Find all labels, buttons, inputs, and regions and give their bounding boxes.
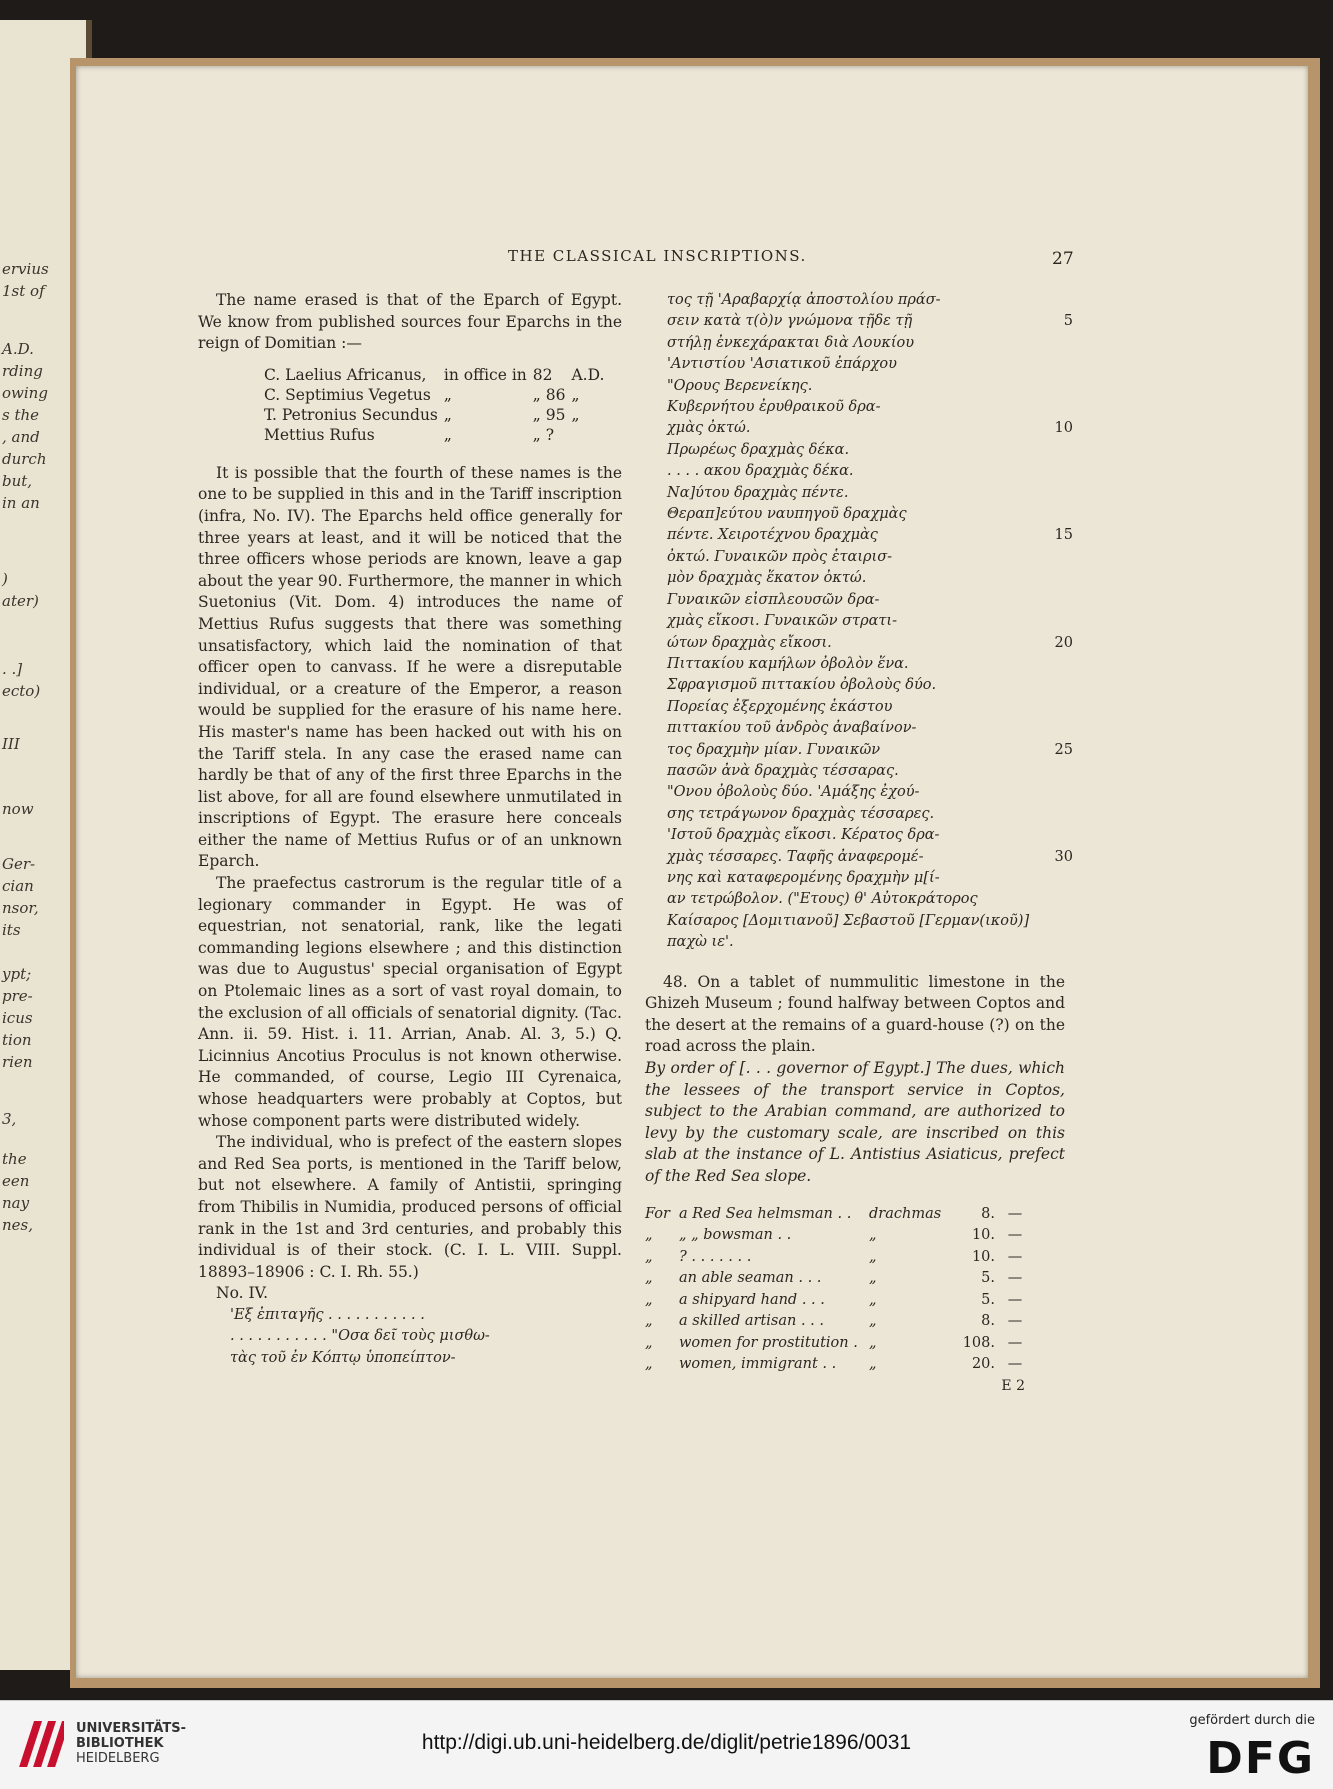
viewer-footer bbox=[0, 1700, 1333, 1789]
dues-cell: „ bbox=[869, 1227, 877, 1244]
margin-fragment: rding bbox=[2, 362, 43, 380]
margin-fragment: s the bbox=[2, 406, 40, 424]
greek-inscription-line bbox=[645, 418, 1073, 439]
margin-fragment: ypt; bbox=[2, 965, 32, 983]
margin-fragment: een bbox=[2, 1172, 30, 1190]
margin-fragment: the bbox=[2, 1150, 27, 1168]
dues-cell: 8. bbox=[981, 1313, 995, 1330]
paragraph-eparchs-intro: The name erased is that of the Eparch of Egypt. We know from published sources four Eparchs in the reign of Domitian :— bbox=[198, 291, 622, 353]
dues-cell: „ bbox=[645, 1313, 653, 1330]
greek-line-text: μὸν δραχμὰς ἕκατον ὀκτώ. bbox=[667, 570, 867, 587]
greek-line-text: ὀκτώ. Γυναικῶν πρὸς ἑταιρισ- bbox=[667, 548, 893, 565]
greek-line-text: πασῶν ἀνὰ δραχμὰς τέσσαρας. bbox=[667, 762, 899, 779]
dues-row bbox=[645, 1225, 1065, 1247]
greek-inscription-line bbox=[645, 847, 1073, 868]
greek-inscription-line bbox=[645, 889, 1065, 910]
greek-line-text: τος τῇ 'Αραβαρχίᾳ ἀποστολίου πράσ- bbox=[667, 292, 941, 308]
dues-cell: „ bbox=[645, 1270, 653, 1287]
eparch-cell: „ 86 bbox=[532, 385, 566, 404]
dues-row bbox=[645, 1268, 1065, 1290]
greek-inscription-line bbox=[645, 397, 1065, 418]
greek-line-text: Πορείας ἐξερχομένης ἑκάστου bbox=[667, 698, 893, 715]
eparch-table bbox=[264, 365, 610, 445]
eparch-row bbox=[264, 365, 610, 385]
dues-cell: 10. bbox=[971, 1248, 995, 1265]
dues-cell: — bbox=[1007, 1248, 1023, 1265]
margin-fragment: cian bbox=[2, 877, 34, 895]
margin-fragment: III bbox=[2, 735, 20, 753]
margin-fragment: icus bbox=[2, 1009, 33, 1027]
greek-line-text: 'Ιστοῦ δραχμὰς εἴκοσι. Κέρατος δρα- bbox=[667, 827, 940, 844]
greek-line-text: στήλῃ ἐνκεχάρακται διὰ Λουκίου bbox=[667, 334, 915, 351]
dues-cell: 10. bbox=[971, 1227, 995, 1244]
greek-line-text: Πιττακίου καμήλων ὀβολὸν ἕνα. bbox=[667, 655, 909, 672]
paragraph-fourth-eparch: It is possible that the fourth of these names is the one to be supplied in this and in the Tariff inscription (infra, No. IV). The Eparchs held office generally for three years at least, and it will be noticed that the three officers whose periods are known, leave a gap about the year 90. Furthermore, the manner in which Suetonius (Vit. Dom. 4) introduces the name of Mettius Rufus suggests that there was something unsatisfactory, which laid the nomination of that officer open to canvass. If he were a disreputable individual, or a creature of the Emperor, a reason would be supplied for the erasure of his name here. His master's name has been hacked out with his on the Tariff stela. In any case the erased name can hardly be that of any of the first three Eparchs in the list above, for all are found elsewhere unmutilated in inscriptions of Egypt. The erasure here conceals either the name of Mettius Rufus or of an unknown Eparch. bbox=[198, 463, 622, 871]
greek-line-text: παχὼ ιε'. bbox=[667, 934, 734, 951]
dues-cell: — bbox=[1007, 1227, 1023, 1244]
dues-cell: „ bbox=[645, 1248, 653, 1265]
margin-fragment: ) bbox=[2, 570, 8, 588]
greek-inscription-line bbox=[645, 290, 1065, 311]
eparch-cell: C. Septimius Vegetus bbox=[264, 385, 431, 404]
dues-cell: For bbox=[645, 1205, 670, 1222]
greek-line-text: πιττακίου τοῦ ἀνδρὸς ἀναβαίνον- bbox=[667, 720, 917, 737]
line-number: 10 bbox=[1054, 420, 1073, 437]
greek-line-text: Να]ύτου δραχμὰς πέντε. bbox=[667, 484, 849, 501]
right-column bbox=[645, 290, 1073, 1397]
dues-row bbox=[645, 1247, 1065, 1269]
library-name-line: BIBLIOTHEK bbox=[76, 1736, 164, 1751]
margin-fragment: . .] bbox=[2, 660, 23, 678]
line-number: 15 bbox=[1054, 527, 1073, 544]
greek-inscription-line bbox=[645, 804, 1065, 825]
line-number: 5 bbox=[1063, 313, 1073, 330]
greek-inscription-line bbox=[645, 911, 1065, 932]
eparch-cell: „ bbox=[443, 425, 452, 444]
greek-inscription-line bbox=[645, 761, 1065, 782]
greek-inscription-line bbox=[645, 825, 1065, 846]
margin-fragment: Ger- bbox=[2, 855, 36, 873]
dues-row bbox=[645, 1354, 1065, 1376]
eparch-cell: in office in bbox=[443, 365, 527, 384]
dues-list bbox=[645, 1204, 1065, 1376]
greek-line-text: πέντε. Χειροτέχνου δραχμὰς bbox=[667, 527, 878, 544]
eparch-cell bbox=[571, 425, 610, 445]
greek-line-text: Σφραγισμοῦ πιττακίου ὀβολοὺς δύο. bbox=[667, 677, 937, 694]
eparch-cell: „ ? bbox=[532, 425, 555, 444]
greek-line-text: . . . . ακου δραχμὰς δέκα. bbox=[667, 463, 854, 480]
dues-cell: a shipyard hand . . . bbox=[679, 1291, 825, 1308]
greek-line-text: Καίσαρος [Δομιτιανοῦ] Σεβαστοῦ [Γερμαν(ικοῦ)] bbox=[667, 912, 1030, 929]
greek-line-text: Θεραπ]εύτου ναυπηγοῦ δραχμὰς bbox=[667, 506, 907, 523]
running-head: THE CLASSICAL INSCRIPTIONS. bbox=[508, 247, 807, 265]
margin-fragment: tion bbox=[2, 1031, 32, 1049]
left-column bbox=[198, 290, 622, 1369]
greek-inscription-line bbox=[645, 333, 1065, 354]
greek-line: 'Εξ ἐπιταγῆς . . . . . . . . . . . bbox=[230, 1306, 425, 1323]
dues-cell: „ bbox=[869, 1291, 877, 1308]
greek-inscription-line bbox=[645, 525, 1073, 546]
greek-inscription-line bbox=[645, 718, 1065, 739]
margin-fragment: 1st of bbox=[2, 282, 45, 300]
greek-inscription-line bbox=[645, 461, 1065, 482]
greek-line-text: "Ορους Βερενείκης. bbox=[667, 377, 813, 394]
eparch-cell: C. Laelius Africanus, bbox=[264, 365, 427, 384]
dues-cell: „ bbox=[869, 1356, 877, 1373]
eparch-row bbox=[264, 405, 610, 425]
greek-line: . . . . . . . . . . . "Οσα δεῖ τοὺς μισθω- bbox=[230, 1328, 490, 1345]
section-heading-no-iv: No. IV. bbox=[216, 1284, 269, 1303]
dues-cell: „ bbox=[645, 1291, 653, 1308]
permalink-url[interactable]: http://digi.ub.uni-heidelberg.de/diglit/petrie1896/0031 bbox=[421, 1731, 912, 1754]
greek-line-text: σης τετράγωνον δραχμὰς τέσσαρες. bbox=[667, 805, 935, 822]
dues-cell: — bbox=[1007, 1270, 1023, 1287]
greek-inscription-line bbox=[645, 633, 1073, 654]
greek-inscription-line bbox=[645, 675, 1065, 696]
margin-fragment: , and bbox=[2, 428, 40, 446]
eparch-row bbox=[264, 425, 610, 445]
greek-line-text: χμὰς ὀκτώ. bbox=[667, 420, 751, 437]
dues-cell: 20. bbox=[971, 1356, 995, 1373]
dues-cell: — bbox=[1007, 1313, 1023, 1330]
dues-cell: a skilled artisan . . . bbox=[679, 1313, 824, 1330]
dues-cell: „ bbox=[645, 1356, 653, 1373]
page-number: 27 bbox=[1052, 249, 1074, 269]
greek-inscription-line bbox=[645, 590, 1065, 611]
dues-cell: „ bbox=[645, 1334, 653, 1351]
greek-inscription-line bbox=[645, 868, 1065, 889]
eparch-cell: T. Petronius Secundus bbox=[264, 405, 438, 424]
dues-cell: „ bbox=[869, 1270, 877, 1287]
margin-fragment: in an bbox=[2, 494, 40, 512]
margin-fragment: now bbox=[2, 800, 34, 818]
greek-line-text: "Ονου ὀβολοὺς δύο. 'Αμάξης ἐχού- bbox=[667, 784, 920, 801]
dues-cell: a Red Sea helmsman . . bbox=[679, 1205, 852, 1222]
greek-line-text: τος δραχμὴν μίαν. Γυναικῶν bbox=[667, 741, 881, 758]
greek-line: τὰς τοῦ ἐν Κόπτῳ ὑποπείπτον- bbox=[230, 1349, 456, 1366]
dues-cell: „ „ bowsman . . bbox=[679, 1227, 792, 1244]
greek-line-text: σειν κατὰ τ(ὸ)ν γνώμονα τῇδε τῇ bbox=[667, 313, 913, 330]
signature-mark: E 2 bbox=[1001, 1377, 1025, 1394]
greek-inscription-line bbox=[645, 782, 1065, 803]
dues-cell: „ bbox=[869, 1334, 877, 1351]
eparch-cell: Mettius Rufus bbox=[264, 425, 375, 444]
dues-cell: 8. bbox=[981, 1205, 995, 1222]
margin-fragment: A.D. bbox=[2, 340, 34, 358]
dues-row bbox=[645, 1311, 1065, 1333]
greek-inscription-line bbox=[645, 483, 1065, 504]
dues-cell: — bbox=[1007, 1334, 1023, 1351]
margin-fragment: but, bbox=[2, 472, 33, 490]
margin-fragment: ecto) bbox=[2, 682, 41, 700]
eparch-cell: „ 95 bbox=[532, 405, 566, 424]
dues-cell: 5. bbox=[981, 1270, 995, 1287]
greek-line-text: 'Αντιστίου 'Ασιατικοῦ ἐπάρχου bbox=[667, 356, 897, 373]
greek-inscription-line bbox=[645, 354, 1065, 375]
dues-cell: „ bbox=[645, 1227, 653, 1244]
dues-cell: drachmas bbox=[869, 1205, 942, 1222]
dues-cell: women, immigrant . . bbox=[679, 1356, 837, 1373]
greek-inscription-line bbox=[645, 568, 1065, 589]
dues-cell: women for prostitution . bbox=[679, 1334, 858, 1351]
dues-cell: ? . . . . . . . bbox=[679, 1248, 752, 1265]
dues-cell: — bbox=[1007, 1205, 1023, 1222]
dues-cell: — bbox=[1007, 1356, 1023, 1373]
dues-cell: 108. bbox=[962, 1334, 995, 1351]
line-number: 20 bbox=[1054, 634, 1073, 651]
margin-fragment: rien bbox=[2, 1053, 33, 1071]
dues-cell: 5. bbox=[981, 1291, 995, 1308]
dues-row bbox=[645, 1333, 1065, 1355]
margin-fragment: its bbox=[2, 921, 21, 939]
dues-cell: an able seaman . . . bbox=[679, 1270, 822, 1287]
greek-inscription-line bbox=[645, 740, 1073, 761]
greek-line-text: Γυναικῶν εἰσπλεουσῶν δρα- bbox=[667, 591, 880, 608]
margin-fragment: durch bbox=[2, 450, 47, 468]
paragraph-no-48: 48. On a tablet of nummulitic limestone in the Ghizeh Museum ; found halfway between Coptos and the desert at the remains of a guard-house (?) on the road across the plain. bbox=[645, 972, 1065, 1056]
eparch-cell: „ bbox=[443, 385, 452, 404]
library-name-line: HEIDELBERG bbox=[76, 1751, 160, 1766]
line-number: 30 bbox=[1054, 848, 1073, 865]
dues-row bbox=[645, 1204, 1065, 1226]
greek-line-text: ώτων δραχμὰς εἴκοσι. bbox=[667, 634, 832, 651]
margin-fragment: 3, bbox=[2, 1110, 17, 1128]
greek-inscription-line bbox=[645, 932, 1065, 953]
eparch-cell: „ bbox=[571, 405, 580, 424]
dfg-logo[interactable]: DFG bbox=[1206, 1733, 1315, 1784]
greek-inscription-line bbox=[645, 611, 1065, 632]
margin-fragment: owing bbox=[2, 384, 48, 402]
margin-fragment: ervius bbox=[2, 260, 49, 278]
eparch-cell: 82 bbox=[532, 365, 553, 384]
translation-paragraph: By order of [. . . governor of Egypt.] The dues, which the lessees of the transport service in Coptos, subject to the Arabian command, are authorized to levy by the customary scale, are inscribed on this slab at the instance of L. Antistius Asiaticus, prefect of the Red Sea slope. bbox=[645, 1058, 1065, 1185]
greek-inscription-line bbox=[645, 376, 1065, 397]
margin-fragment: nsor, bbox=[2, 899, 39, 917]
greek-inscription-line bbox=[645, 504, 1065, 525]
line-number: 25 bbox=[1054, 741, 1073, 758]
greek-line-text: Κυβερνήτου ἐρυθραικοῦ δρα- bbox=[667, 399, 881, 416]
paragraph-antistii: The individual, who is prefect of the eastern slopes and Red Sea ports, is mentioned in the Tariff below, but not elsewhere. A family of Antistii, springing from Thibilis in Numidia, produced persons of official rank in the 1st and 3rd centuries, and probably this individual is of their stock. (C. I. L. VIII. Suppl. 18893–18906 : C. I. Rh. 55.) bbox=[198, 1133, 622, 1281]
dues-cell: „ bbox=[869, 1313, 877, 1330]
greek-inscription-line bbox=[645, 697, 1065, 718]
margin-fragment: pre- bbox=[2, 987, 33, 1005]
margin-fragment: ater) bbox=[2, 592, 39, 610]
greek-line-text: αν τετρώβολον. ("Ετους) θ' Αὐτοκράτορος bbox=[667, 891, 978, 908]
greek-line-text: χμὰς εἴκοσι. Γυναικῶν στρατι- bbox=[667, 613, 898, 630]
paragraph-praefectus: The praefectus castrorum is the regular title of a legionary commander in Egypt. He was of equestrian, not senatorial, rank, like the legati commanding legions elsewhere ; and this distinction was due to Augustus' special organisation of Egypt on Ptolemaic lines as a sort of vast royal domain, to the exclusion of all officials of senatorial dignity. (Tac. Ann. ii. 59. Hist. i. 11. Arrian, Anab. Al. 3, 5.) Q. Licinnius Ancotius Proculus is not known otherwise. He commanded, of course, Legio III Cyrenaica, whose headquarters were probably at Coptos, but whose component parts were distributed widely. bbox=[198, 874, 622, 1130]
margin-fragment: nes, bbox=[2, 1216, 34, 1234]
dues-cell: — bbox=[1007, 1291, 1023, 1308]
greek-inscription-line bbox=[645, 440, 1065, 461]
greek-line-text: χμὰς τέσσαρες. Ταφῆς ἀναφερομέ- bbox=[667, 848, 924, 865]
dues-cell: „ bbox=[869, 1248, 877, 1265]
greek-inscription-line bbox=[645, 654, 1065, 675]
greek-inscription-line bbox=[645, 311, 1073, 332]
funding-note: gefördert durch die bbox=[1189, 1713, 1315, 1728]
margin-fragment: nay bbox=[2, 1194, 30, 1212]
eparch-cell: „ bbox=[443, 405, 452, 424]
dues-row bbox=[645, 1290, 1065, 1312]
greek-line-text: νης καὶ καταφερομένης δραχμὴν μ[ί- bbox=[667, 869, 940, 886]
eparch-row bbox=[264, 385, 610, 405]
eparch-cell: „ bbox=[571, 385, 580, 404]
greek-inscription bbox=[645, 290, 1073, 954]
library-name-line: UNIVERSITÄTS- bbox=[76, 1721, 186, 1736]
eparch-cell: A.D. bbox=[571, 365, 605, 384]
greek-inscription-line bbox=[645, 547, 1065, 568]
greek-line-text: Πρωρέως δραχμὰς δέκα. bbox=[667, 441, 850, 458]
